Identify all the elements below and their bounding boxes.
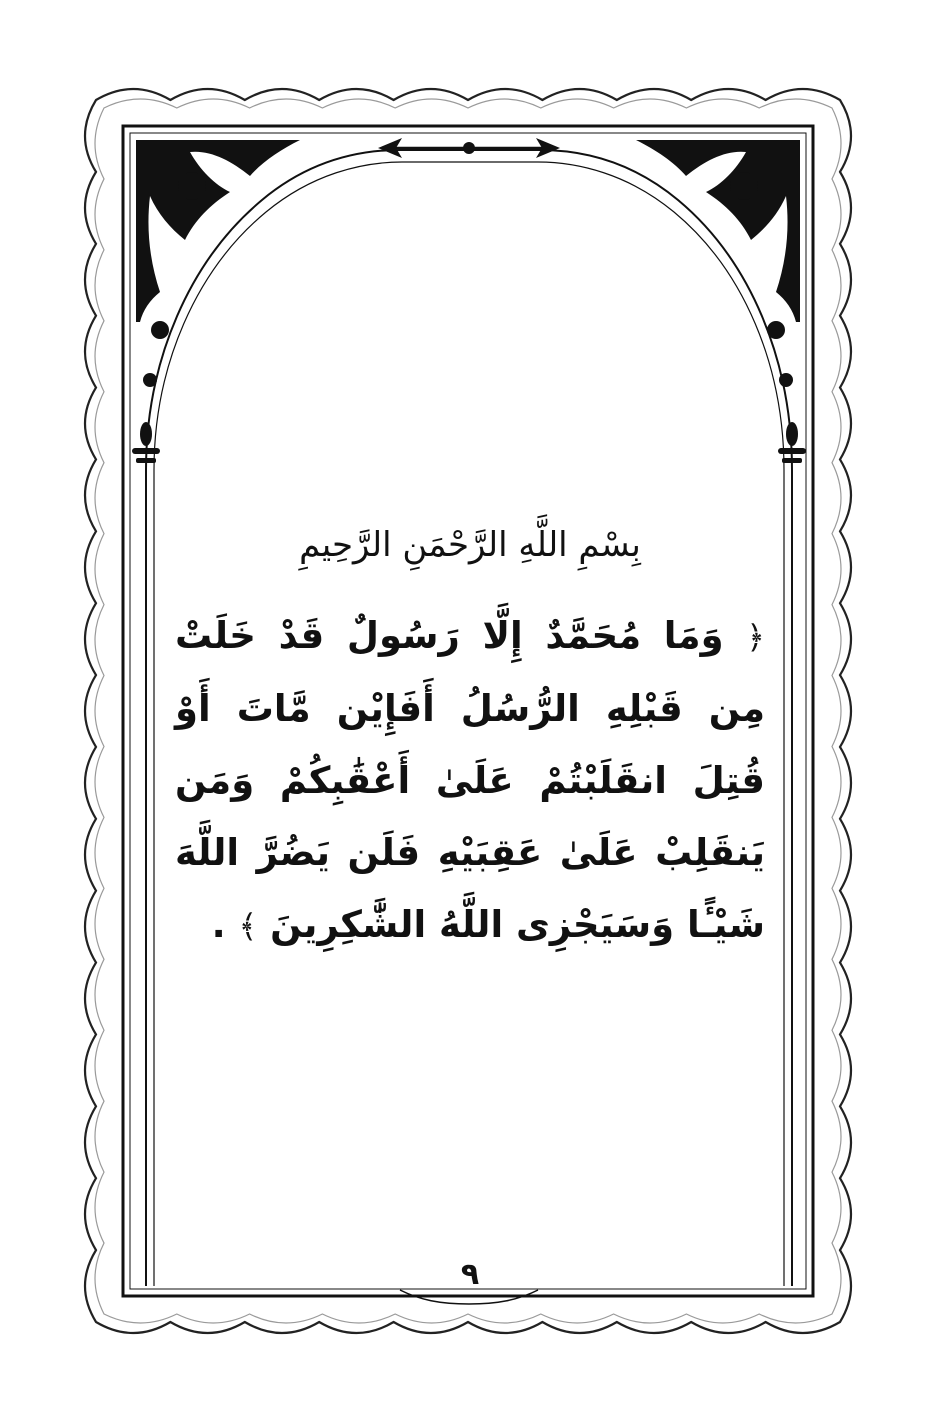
verse-close-bracket: ﴾ [238,907,258,945]
basmala-heading: بِسْمِ اللَّهِ الرَّحْمَنِ الرَّحِيمِ [299,525,641,565]
page-number: ٩ [460,1257,480,1292]
arabesque-ornament-top-right [636,140,800,387]
verse-end-mark: . [211,903,226,946]
quran-verse [175,600,765,962]
arrow-ornament-top-center [378,138,560,158]
verse-text: وَمَا مُحَمَّدٌ إِلَّا رَسُولٌ قَدْ خَلَتْ مِن قَبْلِهِ الرُّسُلُ أَفَإِيْن مَّاتَ أَوْ قُتِلَ انقَلَبْتُمْ عَلَىٰ أَعْقَٰبِكُمْ وَمَن يَنقَلِبْ عَلَىٰ عَقِبَيْهِ فَلَن يَضُرَّ اللَّهَ شَيْـًٔا وَسَيَجْزِى اللَّهُ الشَّٰكِرِينَ [175,614,765,946]
verse-open-bracket: ﴿ [746,618,765,656]
